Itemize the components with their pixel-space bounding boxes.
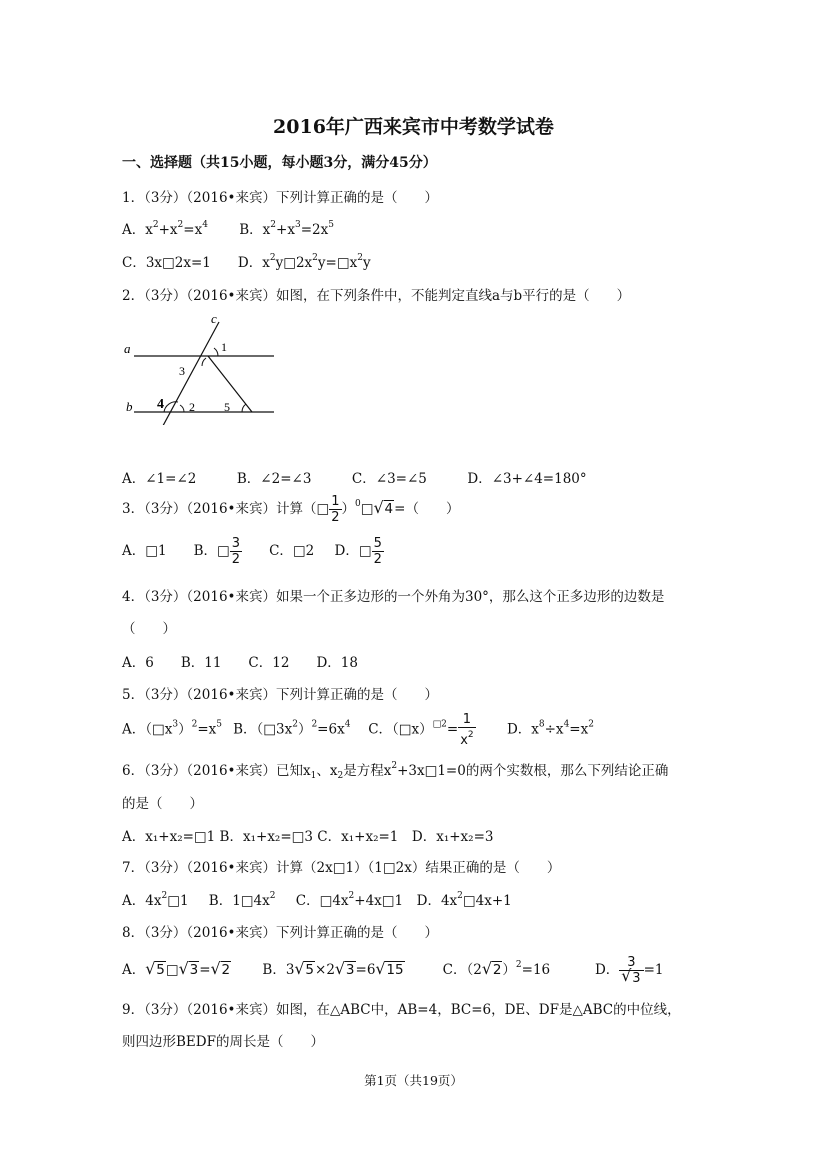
question-8-stem: 8．（3分）（2016•来宾）下列计算正确的是（ ） <box>122 925 438 941</box>
angle-3-arc <box>202 358 206 366</box>
question-5-options: A．$(□x^3)^2=x^5$ B．$(□3x^2)^2=6x^4$ C．（□x）$^{□2}$= $\frac{1}{x^2}$ D．$x^8\div x^4=x^2$ <box>122 712 594 748</box>
question-6-options: A．x₁+x₂=□1 B．x₁+x₂=□3 C．x₁+x₂=1 D．x₁+x₂=3 <box>122 829 494 845</box>
label-1: 1 <box>221 340 227 354</box>
question-5-stem: 5．（3分）（2016•来宾）下列计算正确的是（ ） <box>122 687 438 703</box>
question-8-options: A． √ 5□ √ 3= √ 2 B．3 √ 5×2 √ 3=6 √ 15 C．（2 √ 2）$^2$=16 D． 3 √ 3 =1 <box>122 955 664 986</box>
page-footer: 第1页（共19页） <box>364 1073 463 1088</box>
label-c: c <box>211 311 217 326</box>
question-4-paren: （ ） <box>122 621 176 637</box>
section-heading: 一、选择题（共15小题，每小题3分，满分45分） <box>122 155 437 171</box>
angle-5-arc <box>242 404 246 412</box>
label-2: 2 <box>189 400 195 414</box>
question-7-stem: 7．（3分）（2016•来宾）计算（2x□1）（1□2x）结果正确的是（ ） <box>122 860 561 876</box>
parallel-lines-figure <box>118 310 288 425</box>
question-4-stem: 4．（3分）（2016•来宾）如果一个正多边形的一个外角为30°，那么这个正多边形的边数是 <box>122 589 665 605</box>
triangle-side <box>208 356 252 412</box>
label-3: 3 <box>179 364 185 378</box>
label-b: b <box>126 399 133 414</box>
question-2-options: A．∠1=∠2 B．∠2=∠3 C．∠3=∠5 D．∠3+∠4=180° <box>122 471 587 487</box>
question-6-stem-line1: 6．（3分）（2016•来宾）已知$x_1$、$x_2$是方程$x^2+3x□1=0$的两个实数根，那么下列结论正确 <box>122 761 669 781</box>
angle-1-arc <box>214 348 218 356</box>
question-2-stem: 2．（3分）（2016•来宾）如图，在下列条件中，不能判定直线a与b平行的是（ ） <box>122 288 631 304</box>
label-5: 5 <box>224 400 230 414</box>
question-4-options: A．6 B．11 C．12 D．18 <box>122 655 358 671</box>
question-6-stem-line2: 的是（ ） <box>122 796 203 812</box>
angle-2-arc <box>180 405 184 412</box>
question-1-options-cd: C．3x□2x=1 D．$x^2y□2x^2y=□x^2y$ <box>122 253 371 271</box>
page-title: 2016年广西来宾市中考数学试卷 <box>273 116 554 138</box>
question-1-options-ab: A．$x^2+x^2=x^4$ B．$x^2+x^3=2x^5$ <box>122 220 334 238</box>
question-9-stem-line2: 则四边形BEDF的周长是（ ） <box>122 1034 324 1050</box>
question-7-options: A．$4x^2□1$ B．$1□4x^2$ C．$□4x^2+4x□1$ D．$4x^2□4x+1$ <box>122 891 512 909</box>
question-1-stem: 1．（3分）（2016•来宾）下列计算正确的是（ ） <box>122 190 438 206</box>
question-3-stem: 3．（3分）（2016•来宾）计算（□ $\frac{1}{2}$ ）$^0$□ √ 4=（ ） <box>122 494 460 525</box>
label-a: a <box>124 341 131 356</box>
question-3-options: A．□1 B．□ $\frac{3}{2}$ C．□2 D．□ $\frac{5}{2}$ <box>122 536 382 567</box>
label-4: 4 <box>157 397 164 412</box>
question-9-stem-line1: 9．（3分）（2016•来宾）如图，在△ABC中，AB=4，BC=6，DE、DF是△ABC的中位线， <box>122 1002 681 1018</box>
